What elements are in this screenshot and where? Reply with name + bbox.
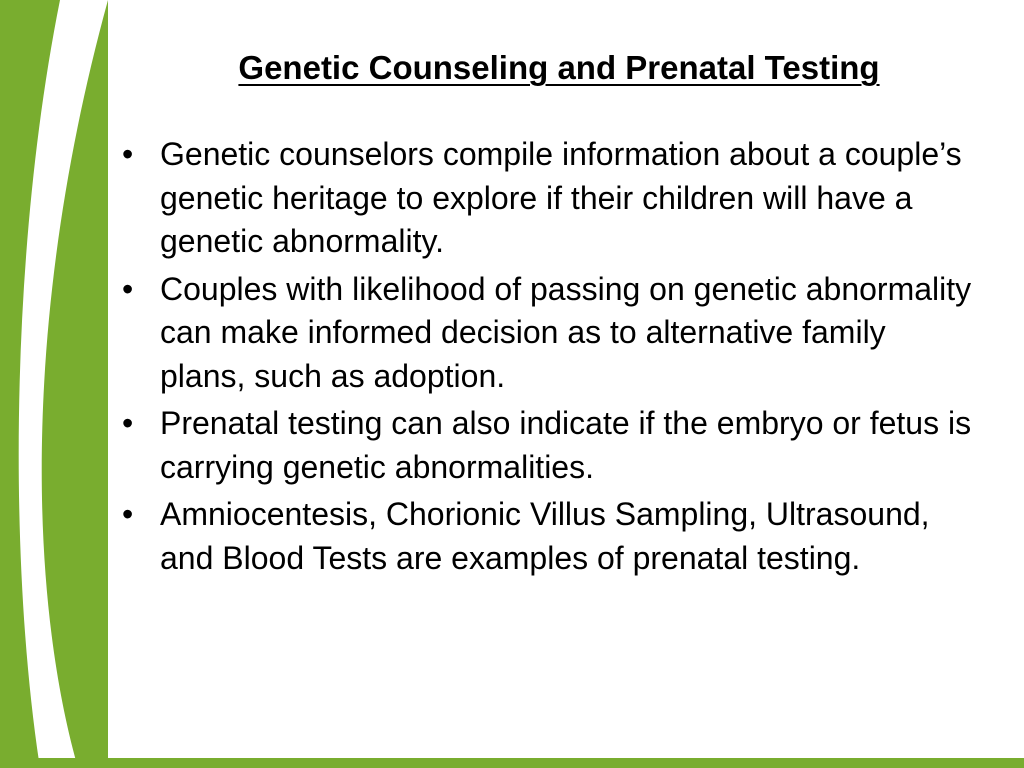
bullet-icon: • <box>122 405 134 441</box>
bullet-icon: • <box>122 136 134 172</box>
bullet-text: Prenatal testing can also indicate if the embryo or fetus is carrying genetic abnormalities. <box>160 405 972 485</box>
bullet-text: Genetic counselors compile information about a couple’s genetic heritage to explore if their children will have a genetic abnormality. <box>160 136 962 259</box>
bullet-list <box>118 133 978 584</box>
bullet-icon: • <box>122 270 134 307</box>
bullet-item <box>118 493 978 580</box>
bullet-item <box>118 402 978 489</box>
bullet-item <box>118 133 978 264</box>
bullet-text: Amniocentesis, Chorionic Villus Sampling, Ultrasound, and Blood Tests are examples of prenatal testing. <box>160 496 930 576</box>
bullet-item <box>118 268 978 399</box>
green-bottom-strip <box>0 758 1024 768</box>
bullet-icon: • <box>122 496 134 532</box>
slide-title: Genetic Counseling and Prenatal Testing <box>238 49 880 86</box>
bullet-text: Couples with likelihood of passing on genetic abnormality can make informed decision as to alternative family plans, such as adoption. <box>160 270 972 394</box>
